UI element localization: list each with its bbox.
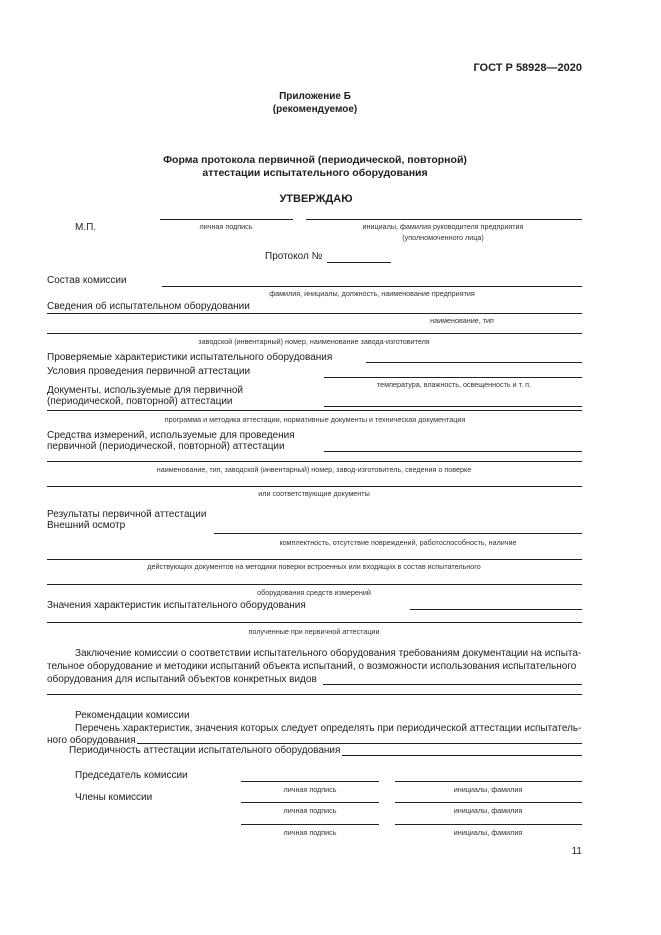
- values-caption: полученные при первичной аттестации: [248, 627, 380, 636]
- standard-number: ГОСТ Р 58928—2020: [473, 62, 582, 74]
- equipment-info-label: Сведения об испытательном оборудовании: [47, 301, 250, 312]
- conditions-field[interactable]: [324, 377, 582, 378]
- documents-field-1[interactable]: [324, 406, 582, 407]
- commission-field[interactable]: [162, 286, 582, 287]
- form-title-line-2: аттестации испытательного оборудования: [202, 167, 428, 179]
- recommendations-heading: Рекомендации комиссии: [75, 710, 190, 721]
- member-2-name-caption: инициалы, фамилия: [453, 828, 523, 837]
- visual-inspection-field-1[interactable]: [214, 533, 582, 534]
- instruments-label-line-1: Средства измерений, используемые для проведения: [47, 430, 295, 441]
- results-label: Результаты первичной аттестации: [47, 509, 207, 520]
- approver-name-caption-2: (уполномоченного лица): [402, 233, 484, 242]
- recommendations-line-1: Перечень характеристик, значения которых следует определять при периодической аттестации испытатель-: [75, 723, 582, 734]
- member-1-name-line[interactable]: [395, 802, 582, 803]
- values-label: Значения характеристик испытательного оборудования: [47, 600, 306, 611]
- instruments-field-1[interactable]: [324, 451, 582, 452]
- member-1-signature-line[interactable]: [241, 802, 379, 803]
- instruments-caption-2: или соответствующие документы: [258, 489, 370, 498]
- chairman-name-line[interactable]: [395, 781, 582, 782]
- chairman-signature-caption: личная подпись: [283, 785, 337, 794]
- recommendations-field[interactable]: [137, 743, 582, 744]
- member-2-signature-line[interactable]: [241, 824, 379, 825]
- chairman-name-caption: инициалы, фамилия: [453, 785, 523, 794]
- visual-inspection-label: Внешний осмотр: [47, 520, 126, 531]
- values-field-1[interactable]: [410, 609, 582, 610]
- form-title-line-1: Форма протокола первичной (периодической, повторной): [163, 154, 467, 166]
- member-2-signature-caption: личная подпись: [283, 828, 337, 837]
- page-number: 11: [571, 846, 582, 857]
- stamp-label: М.П.: [75, 222, 97, 233]
- commission-label: Состав комиссии: [47, 275, 127, 286]
- documents-label-line-1: Документы, используемые для первичной: [47, 385, 243, 396]
- conclusion-field-2[interactable]: [47, 694, 582, 695]
- commission-caption: фамилия, инициалы, должность, наименование предприятия: [269, 289, 475, 298]
- member-2-name-line[interactable]: [395, 824, 582, 825]
- equipment-name-field[interactable]: [47, 313, 582, 314]
- checked-characteristics-label: Проверяемые характеристики испытательного оборудования: [47, 352, 333, 363]
- chairman-signature-line[interactable]: [241, 781, 379, 782]
- documents-label-line-2: (периодической, повторной) аттестации: [47, 396, 233, 407]
- visual-inspection-field-2[interactable]: [47, 559, 582, 560]
- approver-signature-line[interactable]: [160, 219, 293, 220]
- equipment-serial-field[interactable]: [47, 333, 582, 334]
- documents-field-2[interactable]: [47, 410, 582, 411]
- protocol-number-field[interactable]: [327, 262, 391, 263]
- protocol-number-label: Протокол №: [265, 251, 323, 262]
- member-1-name-caption: инициалы, фамилия: [453, 806, 523, 815]
- equipment-caption-1: наименование, тип: [430, 316, 494, 325]
- values-field-2[interactable]: [47, 622, 582, 623]
- members-label: Члены комиссии: [75, 792, 153, 803]
- equipment-caption-2: заводской (инвентарный) номер, наименование завода-изготовителя: [198, 337, 430, 346]
- periodicity-field[interactable]: [342, 755, 582, 756]
- appendix-note: (рекомендуемое): [272, 104, 358, 115]
- visual-caption-1: комплектность, отсутствие повреждений, работоспособность, наличие: [279, 538, 517, 547]
- conclusion-line-3: оборудования для испытаний объектов конкретных видов: [47, 674, 317, 685]
- appendix-title: Приложение Б: [279, 91, 351, 102]
- visual-caption-3: оборудования средств измерений: [257, 588, 371, 597]
- visual-inspection-field-3[interactable]: [47, 584, 582, 585]
- conditions-caption: температура, влажность, освещенность и т. п.: [376, 380, 532, 389]
- periodicity-label: Периодичность аттестации испытательного оборудования: [69, 745, 341, 756]
- instruments-caption-1: наименование, тип, заводской (инвентарный) номер, завод-изготовитель, сведения о поверке: [156, 465, 472, 474]
- conditions-label: Условия проведения первичной аттестации: [47, 366, 251, 377]
- approver-signature-caption: личная подпись: [199, 222, 253, 231]
- recommendations-line-2: ного оборудования: [47, 735, 136, 746]
- member-1-signature-caption: личная подпись: [283, 806, 337, 815]
- approver-name-caption-1: инициалы, фамилия руководителя предприятия: [362, 222, 524, 231]
- documents-caption: программа и методика аттестации, нормативные документы и техническая документация: [164, 415, 466, 424]
- approval-heading: УТВЕРЖДАЮ: [279, 193, 353, 205]
- checked-characteristics-field[interactable]: [366, 362, 582, 363]
- visual-caption-2: действующих документов на методики поверки встроенных или входящих в состав испытательного: [147, 562, 481, 571]
- instruments-label-line-2: первичной (периодической, повторной) аттестации: [47, 441, 285, 452]
- conclusion-line-2: тельное оборудование и методики испытаний объекта испытаний, о возможности использования испытательного: [47, 661, 577, 672]
- instruments-field-3[interactable]: [47, 486, 582, 487]
- conclusion-field-1[interactable]: [323, 684, 582, 685]
- conclusion-line-1: Заключение комиссии о соответствии испытательного оборудования требованиям документации на испыта-: [75, 648, 582, 659]
- approver-name-line[interactable]: [306, 219, 582, 220]
- chairman-label: Председатель комиссии: [75, 770, 188, 781]
- instruments-field-2[interactable]: [47, 461, 582, 462]
